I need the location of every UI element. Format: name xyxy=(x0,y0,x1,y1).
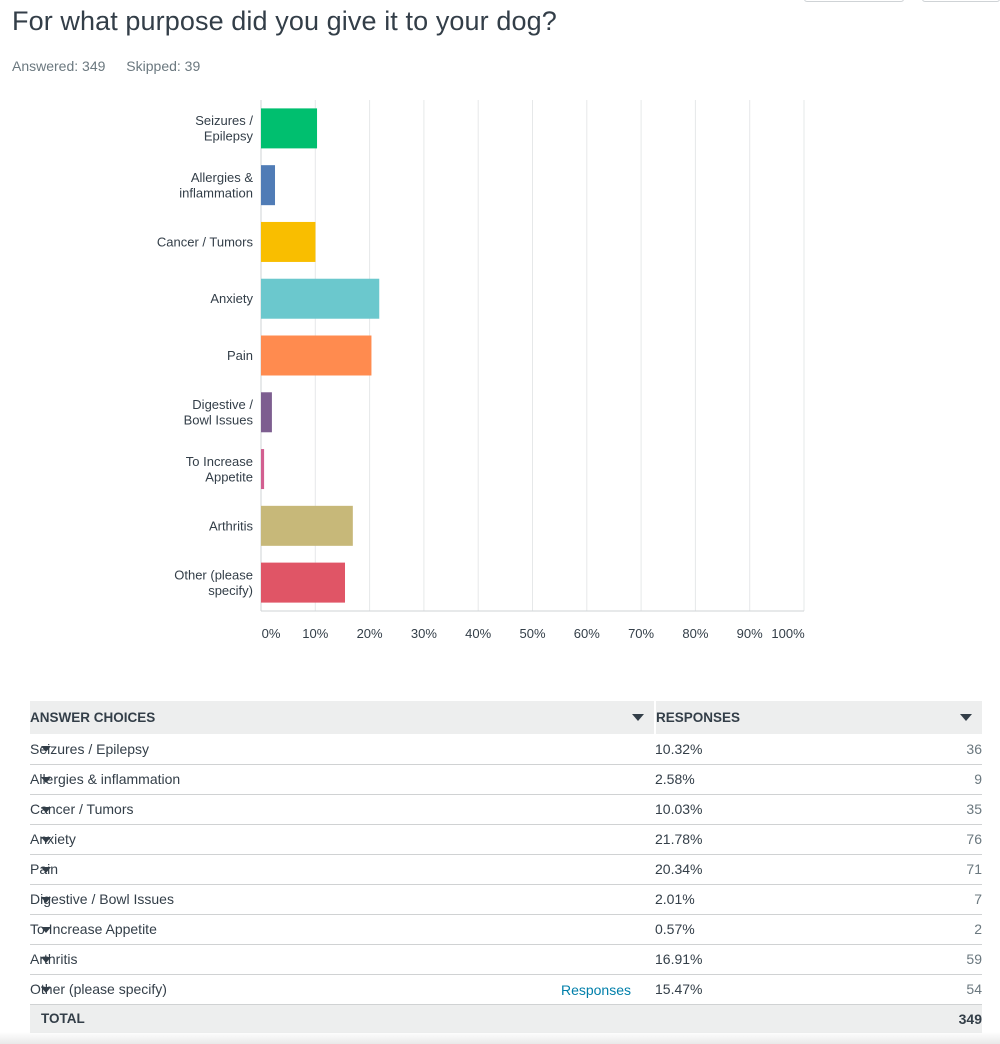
x-tick-label: 10% xyxy=(302,626,329,641)
x-tick-label: 60% xyxy=(573,626,600,641)
category-label: inflammation xyxy=(179,185,253,201)
answer-choice-cell xyxy=(30,764,655,794)
bar[interactable] xyxy=(261,279,379,319)
response-count: 2 xyxy=(782,914,982,944)
response-count: 59 xyxy=(782,944,982,974)
x-tick-label: 20% xyxy=(356,626,383,641)
response-percent: 20.34% xyxy=(655,854,782,884)
x-tick-label: 30% xyxy=(410,626,437,641)
answer-choice-cell xyxy=(30,914,655,944)
response-count: 54 xyxy=(782,974,982,1004)
response-percent: 10.32% xyxy=(655,734,782,764)
response-percent: 21.78% xyxy=(655,824,782,854)
question-title: For what purpose did you give it to your dog? xyxy=(12,6,557,36)
response-percent: 0.57% xyxy=(655,914,782,944)
x-tick-label: 90% xyxy=(736,626,763,641)
total-row xyxy=(30,1004,982,1033)
answer-choices-header[interactable] xyxy=(30,701,655,734)
answer-choice-label: Allergies & inflammation xyxy=(30,771,181,787)
category-label: Bowl Issues xyxy=(183,412,253,428)
responses-table xyxy=(30,701,982,1033)
responses-header-label: RESPONSES xyxy=(656,710,741,725)
expand-caret-icon[interactable] xyxy=(41,777,51,783)
toolbar-button[interactable] xyxy=(922,0,1000,2)
x-tick-label: 80% xyxy=(682,626,709,641)
table-row xyxy=(30,914,982,944)
bar[interactable] xyxy=(261,506,353,546)
x-tick-label: 50% xyxy=(519,626,546,641)
total-label: TOTAL xyxy=(30,1004,655,1033)
answered-count: Answered: 349 xyxy=(12,58,106,74)
bar-chart xyxy=(0,90,1000,660)
total-count: 349 xyxy=(782,1004,982,1033)
response-percent: 2.01% xyxy=(655,884,782,914)
category-label: Epilepsy xyxy=(203,128,253,144)
sort-caret-icon[interactable] xyxy=(960,714,972,721)
table-row xyxy=(30,944,982,974)
answer-choice-cell xyxy=(30,884,655,914)
table-row xyxy=(30,974,982,1004)
answer-choice-cell xyxy=(30,974,655,1004)
category-label: Digestive / xyxy=(192,397,253,413)
category-label: Pain xyxy=(226,348,253,363)
bar[interactable] xyxy=(261,563,345,603)
x-tick-label: 40% xyxy=(465,626,492,641)
answer-choice-label: To Increase Appetite xyxy=(30,921,157,937)
response-percent: 15.47% xyxy=(655,974,782,1004)
x-tick-label: 0% xyxy=(261,626,281,641)
table-row xyxy=(30,794,982,824)
bottom-fade xyxy=(0,1032,1000,1044)
answer-choice-label: Arthritis xyxy=(30,951,78,967)
bar[interactable] xyxy=(261,336,371,376)
total-spacer xyxy=(655,1004,782,1033)
category-label: Appetite xyxy=(205,469,253,485)
category-label: Other (please xyxy=(174,567,253,583)
expand-caret-icon[interactable] xyxy=(41,837,51,843)
bar[interactable] xyxy=(261,165,275,205)
expand-caret-icon[interactable] xyxy=(41,746,51,752)
category-label: specify) xyxy=(208,582,253,598)
table-row xyxy=(30,884,982,914)
bar[interactable] xyxy=(261,392,272,432)
responses-link[interactable]: Responses xyxy=(560,981,631,998)
answer-choice-label: Anxiety xyxy=(30,831,76,847)
expand-caret-icon[interactable] xyxy=(41,987,51,993)
bar[interactable] xyxy=(261,222,315,262)
table-row xyxy=(30,764,982,794)
answer-choice-cell xyxy=(30,734,655,764)
expand-caret-icon[interactable] xyxy=(41,957,51,963)
answer-choice-cell xyxy=(30,854,655,884)
response-count: 35 xyxy=(782,794,982,824)
answer-choice-label: Pain xyxy=(30,861,59,877)
responses-header[interactable] xyxy=(655,701,982,734)
category-label: Anxiety xyxy=(210,291,253,307)
expand-caret-icon[interactable] xyxy=(41,897,51,903)
expand-caret-icon[interactable] xyxy=(41,867,51,873)
response-stats xyxy=(12,58,217,74)
category-label: To Increase xyxy=(185,453,253,469)
answer-choice-label: Digestive / Bowl Issues xyxy=(30,891,174,907)
answer-choices-header-label: ANSWER CHOICES xyxy=(30,710,156,725)
expand-caret-icon[interactable] xyxy=(41,807,51,813)
category-label: Cancer / Tumors xyxy=(156,234,253,250)
answer-choice-cell xyxy=(30,944,655,974)
response-count: 36 xyxy=(782,734,982,764)
bar[interactable] xyxy=(261,108,317,148)
answer-choice-cell xyxy=(30,824,655,854)
expand-caret-icon[interactable] xyxy=(41,927,51,933)
toolbar-button[interactable] xyxy=(804,0,904,2)
response-count: 9 xyxy=(782,764,982,794)
answer-choice-cell xyxy=(30,794,655,824)
category-label: Seizures / xyxy=(195,113,253,129)
answer-choice-label: Cancer / Tumors xyxy=(30,801,134,817)
response-count: 71 xyxy=(782,854,982,884)
answer-choice-label: Seizures / Epilepsy xyxy=(30,740,150,757)
category-label: Allergies & xyxy=(190,169,253,185)
x-tick-label: 100% xyxy=(771,626,805,641)
response-percent: 2.58% xyxy=(655,764,782,794)
table-row xyxy=(30,824,982,854)
response-percent: 10.03% xyxy=(655,794,782,824)
response-count: 7 xyxy=(782,884,982,914)
table-row xyxy=(30,854,982,884)
answer-choice-label: Other (please specify) xyxy=(30,981,167,997)
skipped-count: Skipped: 39 xyxy=(126,58,201,74)
response-percent: 16.91% xyxy=(655,944,782,974)
sort-caret-icon[interactable] xyxy=(632,714,644,721)
table-row xyxy=(30,734,982,764)
bar[interactable] xyxy=(261,449,264,489)
category-label: Arthritis xyxy=(208,518,253,534)
response-count: 76 xyxy=(782,824,982,854)
x-tick-label: 70% xyxy=(628,626,655,641)
